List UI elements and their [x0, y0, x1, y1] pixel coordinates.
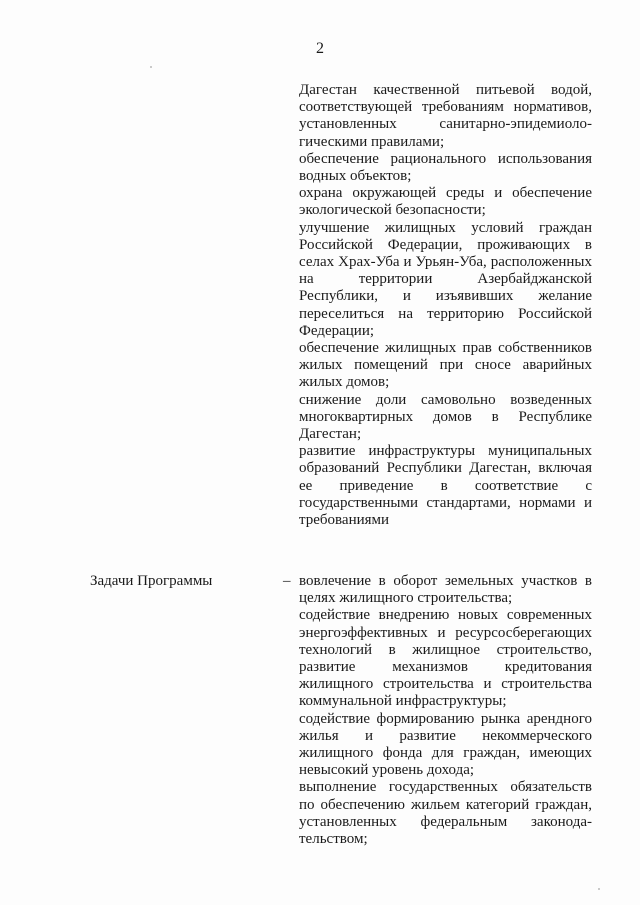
- task-item: содействие внедрению новых современных энергоэффективных и ресурсосберегающих технологий в жилищное строительство, развитие механизмов кредитования жилищного строительства и строительства коммунальной инфраструктуры;: [299, 607, 592, 710]
- goal-item: развитие инфраструктуры муниципальных образований Республики Дагестан, включая ее приведение в соответствие с государственными стандартами, нормами и требованиями: [299, 443, 592, 529]
- scan-speck: [598, 888, 600, 890]
- task-item: содействие формированию рынка арендного жилья и развитие некоммерческого жилищного фонда для граждан, имеющих невысокий уровень дохода;: [299, 710, 592, 779]
- goal-item: охрана окружающей среды и обеспечение экологической безопасности;: [299, 185, 592, 219]
- goal-item: улучшение жилищных условий граждан Российской Федерации, проживающих в селах Храх-Уба и Урьян-Уба, расположенных на территории Азербайджанской Республики, и изъявивших желание переселиться на территорию Российской Федерации;: [299, 219, 592, 339]
- goal-item: снижение доли самовольно возведенных многоквартирных домов в Республике Дагестан;: [299, 391, 592, 443]
- tasks-label: Задачи Программы: [90, 573, 213, 589]
- page-number: 2: [316, 40, 324, 57]
- goal-item: Дагестан качественной питьевой водой, соответствующей требованиям нормативов, установленных санитарно-эпидемиоло- гическими правилами;: [299, 82, 592, 150]
- task-item: выполнение государственных обязательств по обеспечению жильем категорий граждан, установленных федеральным законода- тельством;: [299, 779, 592, 848]
- tasks-dash: –: [283, 573, 291, 589]
- tasks-list: [299, 573, 592, 848]
- scan-speck: [150, 66, 152, 68]
- goal-item: обеспечение жилищных прав собственников жилых помещений при сносе аварийных жилых домов;: [299, 340, 592, 391]
- goals-list: [299, 82, 592, 529]
- goal-item: обеспечение рационального использования водных объектов;: [299, 150, 592, 185]
- task-item: вовлечение в оборот земельных участков в целях жилищного строительства;: [299, 573, 592, 607]
